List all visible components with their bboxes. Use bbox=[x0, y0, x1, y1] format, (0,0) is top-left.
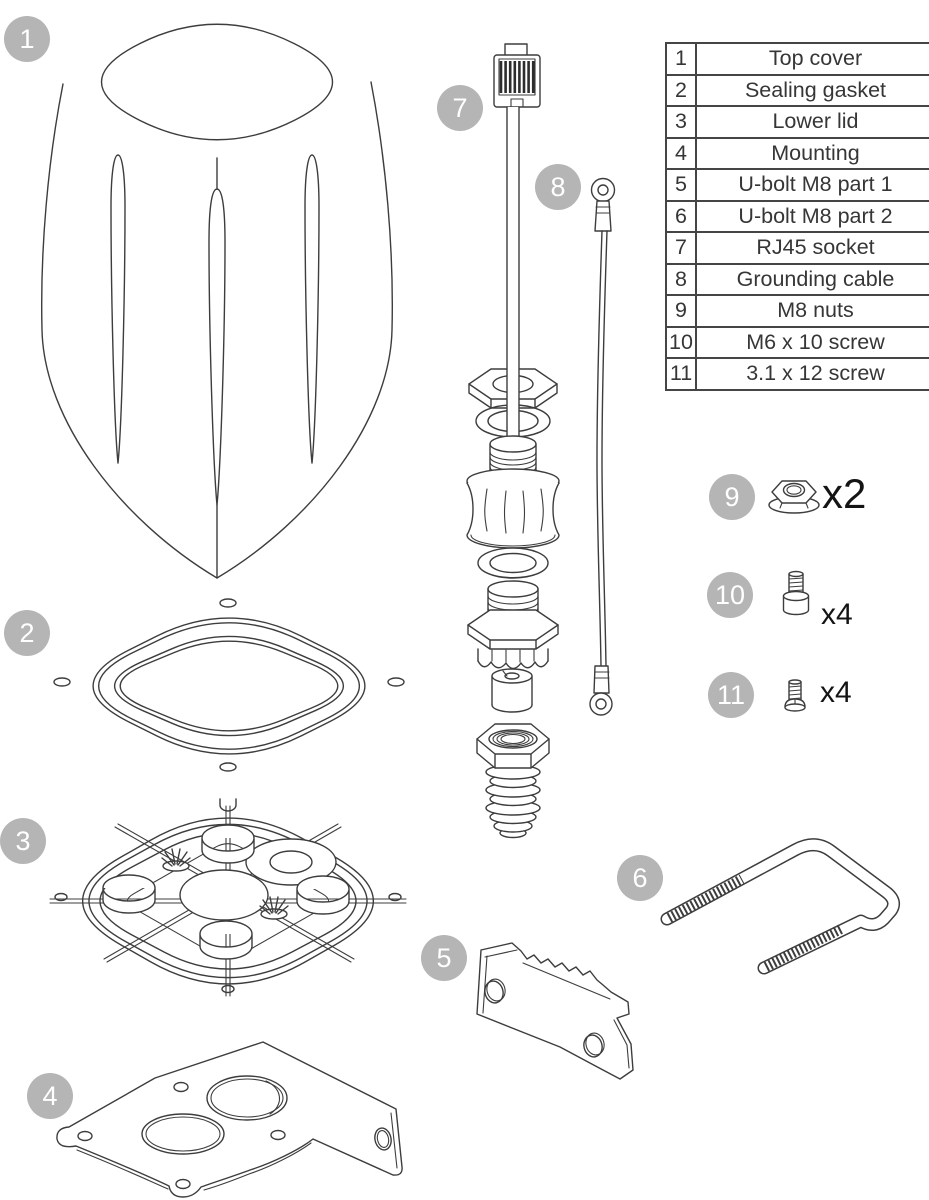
table-row bbox=[666, 106, 929, 138]
table-row bbox=[666, 43, 929, 75]
flange-nut-icon bbox=[769, 481, 819, 513]
badge-rj45-socket: 7 bbox=[437, 85, 483, 131]
parts-table bbox=[665, 42, 929, 391]
part-number: 10 bbox=[666, 327, 696, 359]
part-name: Mounting bbox=[696, 138, 929, 170]
part-number: 1 bbox=[666, 43, 696, 75]
badge-tapping-screws: 11 bbox=[708, 672, 754, 718]
lower-lid-drawing bbox=[50, 799, 406, 996]
badge-grounding-cable: 8 bbox=[535, 164, 581, 210]
part-name: M8 nuts bbox=[696, 295, 929, 327]
table-row bbox=[666, 201, 929, 233]
table-row bbox=[666, 169, 929, 201]
part-name: Lower lid bbox=[696, 106, 929, 138]
table-row bbox=[666, 327, 929, 359]
table-row bbox=[666, 264, 929, 296]
part-number: 5 bbox=[666, 169, 696, 201]
table-row bbox=[666, 138, 929, 170]
badge-m8-nuts: 9 bbox=[709, 474, 755, 520]
badge-m6-screws: 10 bbox=[707, 572, 753, 618]
table-row bbox=[666, 232, 929, 264]
badge-ubolt-part1: 5 bbox=[421, 935, 467, 981]
clamp-bracket-drawing bbox=[477, 943, 633, 1079]
part-number: 6 bbox=[666, 201, 696, 233]
part-name: M6 x 10 screw bbox=[696, 327, 929, 359]
part-name: Grounding cable bbox=[696, 264, 929, 296]
part-number: 3 bbox=[666, 106, 696, 138]
badge-sealing-gasket: 2 bbox=[4, 610, 50, 656]
tapping-screws-quantity-label: x4 bbox=[820, 676, 852, 709]
part-number: 11 bbox=[666, 358, 696, 390]
table-row bbox=[666, 358, 929, 390]
part-name: Sealing gasket bbox=[696, 75, 929, 107]
part-number: 7 bbox=[666, 232, 696, 264]
badge-lower-lid: 3 bbox=[0, 818, 46, 864]
badge-ubolt-part2: 6 bbox=[617, 855, 663, 901]
table-row bbox=[666, 295, 929, 327]
socket-screw-icon bbox=[784, 572, 809, 615]
top-cover-drawing bbox=[42, 24, 393, 578]
part-number: 8 bbox=[666, 264, 696, 296]
mounting-bracket-drawing bbox=[57, 1042, 402, 1197]
part-name: U-bolt M8 part 1 bbox=[696, 169, 929, 201]
part-name: Top cover bbox=[696, 43, 929, 75]
sealing-gasket-drawing bbox=[54, 599, 404, 771]
table-row bbox=[666, 75, 929, 107]
part-name: RJ45 socket bbox=[696, 232, 929, 264]
m6-screws-quantity-label: x4 bbox=[821, 598, 853, 631]
part-name: 3.1 x 12 screw bbox=[696, 358, 929, 390]
badge-top-cover: 1 bbox=[4, 16, 50, 62]
u-bolt-drawing bbox=[667, 845, 894, 968]
badge-mounting: 4 bbox=[27, 1073, 73, 1119]
part-number: 2 bbox=[666, 75, 696, 107]
grounding-cable-drawing bbox=[590, 179, 615, 716]
part-name: U-bolt M8 part 2 bbox=[696, 201, 929, 233]
part-number: 4 bbox=[666, 138, 696, 170]
tapping-screw-icon bbox=[785, 680, 805, 711]
m8-nuts-quantity-label: x2 bbox=[822, 470, 867, 517]
part-number: 9 bbox=[666, 295, 696, 327]
rj45-cable-gland-drawing bbox=[467, 44, 559, 838]
